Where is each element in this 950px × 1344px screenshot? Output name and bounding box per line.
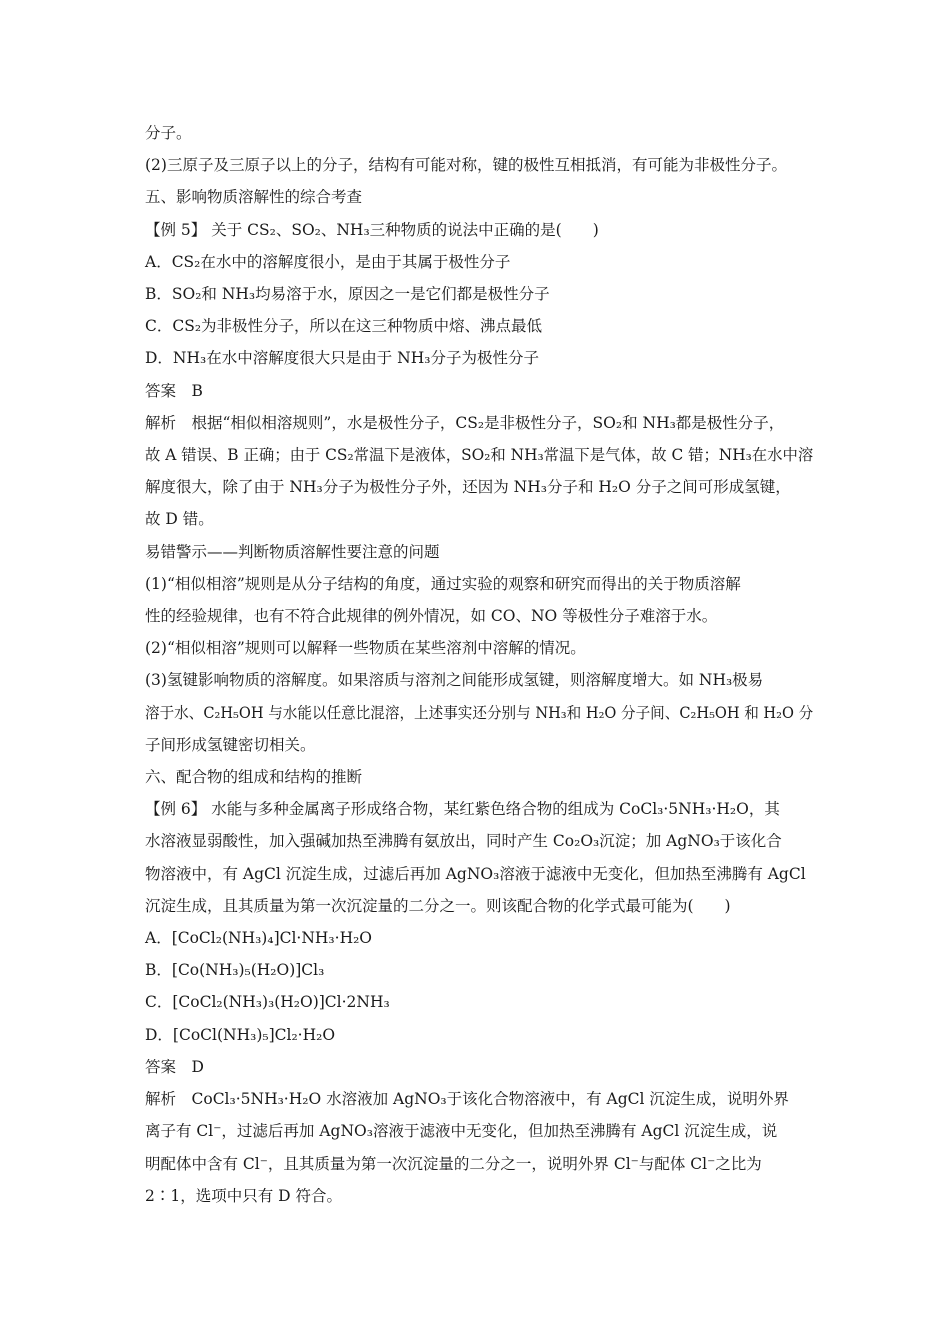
text-line: (2)“相似相溶”规则可以解释一些物质在某些溶剂中溶解的情况。 [145,639,586,658]
option-line: C．CS₂为非极性分子，所以在这三种物质中熔、沸点最低 [145,317,543,336]
example-question: 物溶液中，有 AgCl 沉淀生成，过滤后再加 AgNO₃溶液于滤液中无变化，但加热至沸腾有 AgCl [145,864,806,883]
example-question: 【例 6】 水能与多种金属离子形成络合物，某红紫色络合物的组成为 CoCl₃·5NH₃·H₂O，其 [145,800,780,819]
text-line: (2)三原子及三原子以上的分子，结构有可能对称，键的极性互相抵消，有可能为非极性分子。 [145,156,787,175]
option-line: B．[Co(NH₃)₅(H₂O)]Cl₃ [145,961,325,980]
answer-line: 答案 D [145,1057,204,1076]
analysis-line: 明配体中含有 Cl⁻，且其质量为第一次沉淀量的二分之一，说明外界 Cl⁻与配体 Cl⁻之比为 [145,1154,762,1173]
option-line: A．[CoCl₂(NH₃)₄]Cl·NH₃·H₂O [145,929,373,948]
example-question: 水溶液显弱酸性，加入强碱加热至沸腾有氨放出，同时产生 Co₂O₃沉淀；加 AgNO₃于该化合 [145,832,782,851]
text-line: (3)氢键影响物质的溶解度。如果溶质与溶剂之间能形成氢键，则溶解度增大。如 NH₃极易 [145,671,764,690]
document-body [145,117,813,1212]
text-line: 子间形成氢键密切相关。 [145,735,316,754]
analysis-line: 故 A 错误、B 正确；由于 CS₂常温下是液体，SO₂和 NH₃常温下是气体，故 C 错；NH₃在水中溶 [145,446,814,465]
section-heading: 五、影响物质溶解性的综合考查 [145,188,363,207]
analysis-line: 2∶1，选项中只有 D 符合。 [145,1186,343,1205]
example-question: 沉淀生成，且其质量为第一次沉淀量的二分之一。则该配合物的化学式最可能为( ) [145,896,731,915]
analysis-line: 故 D 错。 [145,510,214,529]
analysis-line: 解度很大，除了由于 NH₃分子为极性分子外，还因为 NH₃分子和 H₂O 分子之间可形成氢键， [145,478,791,497]
analysis-line: 离子有 Cl⁻，过滤后再加 AgNO₃溶液于滤液中无变化，但加热至沸腾有 AgCl 沉淀生成，说 [145,1122,778,1141]
option-line: B．SO₂和 NH₃均易溶于水，原因之一是它们都是极性分子 [145,285,550,304]
text-line: 性的经验规律，也有不符合此规律的例外情况，如 CO、NO 等极性分子难溶于水。 [145,607,718,626]
warning-heading: 易错警示——判断物质溶解性要注意的问题 [145,542,440,561]
option-line: D．NH₃在水中溶解度很大只是由于 NH₃分子为极性分子 [145,349,539,368]
answer-line: 答案 B [145,381,203,400]
text-line: 分子。 [145,124,192,142]
text-line: (1)“相似相溶”规则是从分子结构的角度，通过实验的观察和研究而得出的关于物质溶解 [145,574,741,593]
analysis-line: 解析 根据“相似相溶规则”，水是极性分子，CS₂是非极性分子，SO₂和 NH₃都是极性分子， [145,413,785,432]
option-line: C．[CoCl₂(NH₃)₃(H₂O)]Cl·2NH₃ [145,993,390,1012]
option-line: A．CS₂在水中的溶解度很小，是由于其属于极性分子 [145,252,511,271]
analysis-line: 解析 CoCl₃·5NH₃·H₂O 水溶液加 AgNO₃于该化合物溶液中，有 AgCl 沉淀生成，说明外界 [145,1090,789,1109]
text-line: 溶于水、C₂H₅OH 与水能以任意比混溶，上述事实还分别与 NH₃和 H₂O 分子间、C₂H₅OH 和 H₂O 分 [145,703,814,722]
option-line: D．[CoCl(NH₃)₅]Cl₂·H₂O [145,1025,336,1044]
example-question: 【例 5】 关于 CS₂、SO₂、NH₃三种物质的说法中正确的是( ) [145,220,599,239]
section-heading: 六、配合物的组成和结构的推断 [145,768,363,787]
